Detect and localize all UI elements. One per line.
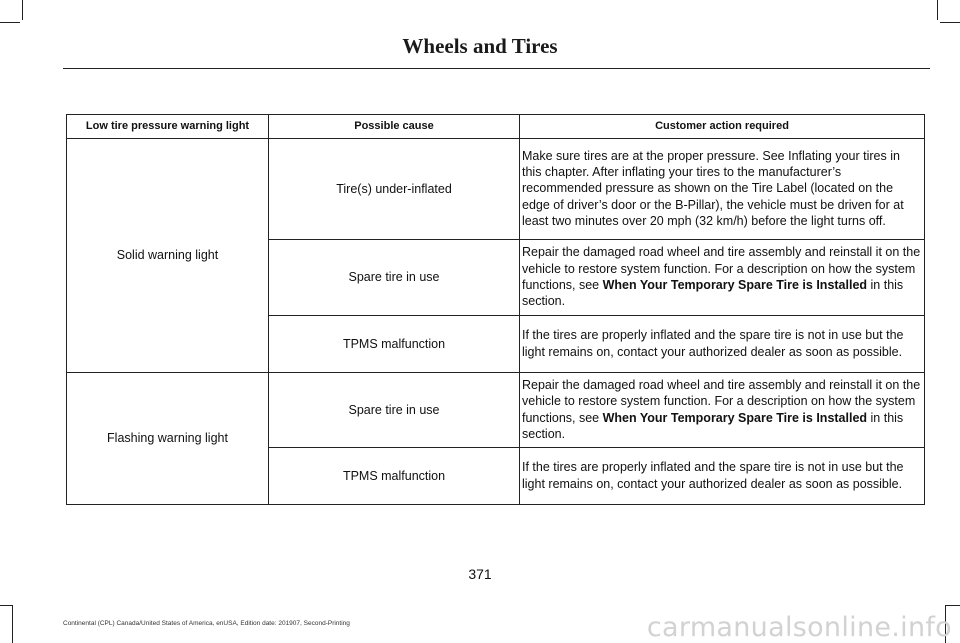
table-header-row <box>67 115 925 139</box>
cause-cell: Spare tire in use <box>269 240 520 316</box>
crop-mark-bottom-left-v <box>12 605 13 643</box>
action-cell <box>520 139 925 240</box>
tpms-warning-table <box>66 114 925 505</box>
column-header-warning-light: Low tire pressure warning light <box>67 115 269 139</box>
action-cell <box>520 316 925 373</box>
action-text <box>522 323 922 365</box>
action-text-run: If the tires are properly inflated and the spare tire is not in use but the light remains on, contact your authorized dealer as soon as possible. <box>522 460 904 491</box>
cross-reference-text: When Your Temporary Spare Tire is Installed <box>602 278 868 292</box>
edition-footer: Continental (CPL) Canada/United States of America, enUSA, Edition date: 201907, Second-Printing <box>63 620 350 627</box>
cause-cell: TPMS malfunction <box>269 448 520 505</box>
action-cell <box>520 240 925 316</box>
title-rule <box>63 68 930 69</box>
action-text <box>522 373 922 447</box>
cause-cell: Spare tire in use <box>269 373 520 448</box>
action-text <box>522 240 922 314</box>
action-text-run: in this section. <box>522 278 904 309</box>
action-text-run: Repair the damaged road wheel and tire assembly and reinstall it on the vehicle to restore system function. For a description on how the system functions, see <box>522 245 921 292</box>
crop-mark-bottom-left-h <box>0 605 12 606</box>
crop-mark-bottom-right-h <box>945 605 960 606</box>
condition-cell-solid: Solid warning light <box>67 139 269 373</box>
cause-cell: TPMS malfunction <box>269 316 520 373</box>
page-title: Wheels and Tires <box>402 34 558 58</box>
condition-cell-flashing: Flashing warning light <box>67 373 269 505</box>
action-text <box>522 455 922 497</box>
column-header-possible-cause: Possible cause <box>269 115 520 139</box>
action-text-run: Make sure tires are at the proper pressure. See Inflating your tires in this chapter. After inflating your tires to the manufacturer’s recommended pressure as shown on the Tire Label (located on the edge of driver’s door or the B-Pillar), the vehicle must be driven for at least two minutes over 20 mph (32 km/h) before the light turns off. <box>522 148 904 228</box>
cause-cell: Tire(s) under-inflated <box>269 139 520 240</box>
cross-reference-text: When Your Temporary Spare Tire is Installed <box>602 410 868 425</box>
table-row <box>67 373 925 448</box>
crop-mark-top-right-v <box>937 0 938 20</box>
watermark-logo: carmanualsonline.info <box>646 612 952 643</box>
crop-mark-top-left-v <box>22 0 23 20</box>
page-number: 371 <box>468 566 492 582</box>
action-cell <box>520 448 925 505</box>
action-text-run: If the tires are properly inflated and the spare tire is not in use but the light remains on, contact your authorized dealer as soon as possible. <box>522 328 904 359</box>
crop-mark-top-left-h <box>0 22 20 23</box>
column-header-customer-action: Customer action required <box>520 115 925 139</box>
action-text-run: Repair the damaged road wheel and tire assembly and reinstall it on the vehicle to restore system function. For a description on how the system functions, see <box>522 378 921 425</box>
action-text <box>522 144 922 234</box>
crop-mark-top-right-h <box>940 22 960 23</box>
action-cell <box>520 373 925 448</box>
table-row <box>67 139 925 240</box>
action-text-run: in this section. <box>522 410 904 441</box>
